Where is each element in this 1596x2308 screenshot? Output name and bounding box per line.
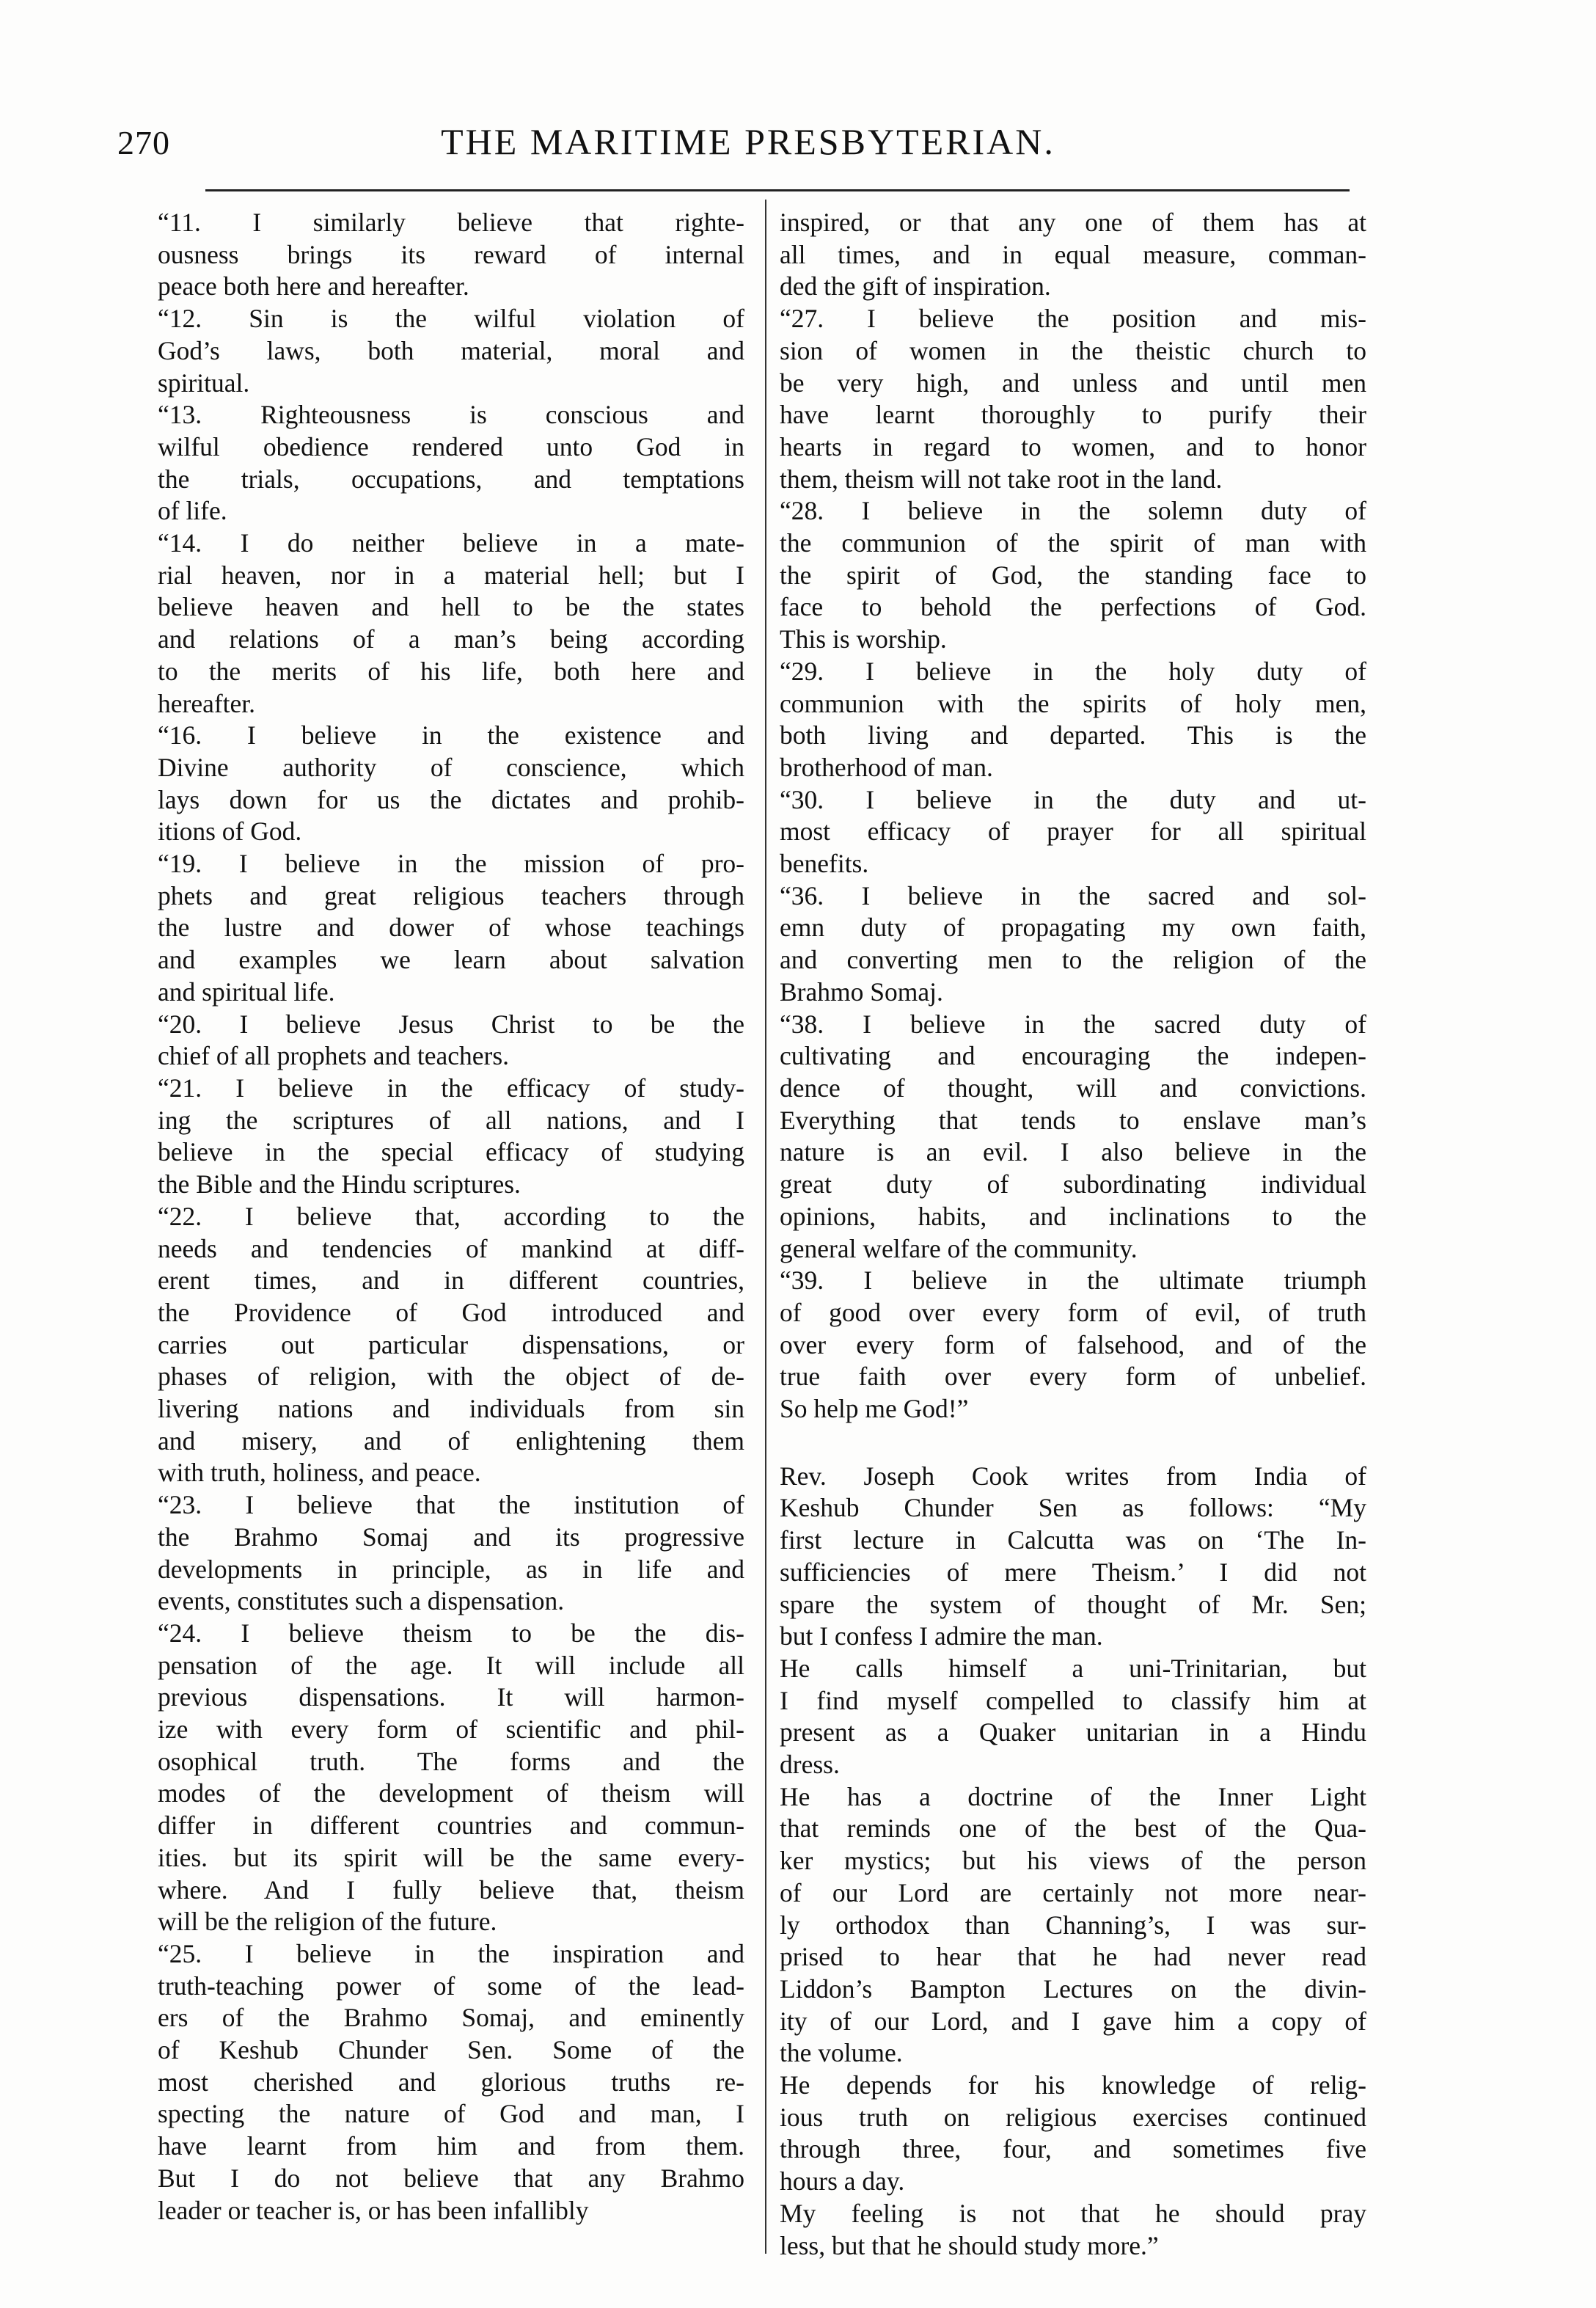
paragraph xyxy=(158,303,744,399)
text-line: first lecture in Calcutta was on ‘The In- xyxy=(780,1525,1366,1555)
paragraph xyxy=(780,880,1366,1009)
paragraph xyxy=(780,1461,1366,1653)
text-line: to the merits of his life, both here and xyxy=(158,656,744,686)
text-line: great duty of subordinating individual xyxy=(780,1169,1366,1199)
text-line: “30. I believe in the duty and ut- xyxy=(780,784,1366,814)
text-line: ly orthodox than Channing’s, I was sur- xyxy=(780,1910,1366,1940)
text-line: opinions, habits, and inclinations to the xyxy=(780,1201,1366,1231)
text-line: I find myself compelled to classify him at xyxy=(780,1685,1366,1715)
paragraph xyxy=(780,495,1366,656)
header-rule xyxy=(205,189,1350,191)
text-line: with truth, holiness, and peace. xyxy=(158,1458,481,1488)
text-line: benefits. xyxy=(780,849,869,879)
paragraph xyxy=(158,207,744,303)
text-line: communion with the spirits of holy men, xyxy=(780,688,1366,718)
paragraph xyxy=(780,784,1366,880)
paragraph xyxy=(780,1009,1366,1266)
text-line: and misery, and of enlightening them xyxy=(158,1425,744,1456)
text-line: face to behold the perfections of God. xyxy=(780,592,1366,622)
text-line: “12. Sin is the wilful violation of xyxy=(158,304,744,334)
text-line: the volume. xyxy=(780,2038,903,2068)
text-line: the Providence of God introduced and xyxy=(158,1297,744,1327)
right-column xyxy=(780,207,1366,2262)
text-line: emn duty of propagating my own faith, xyxy=(780,913,1366,943)
text-line: true faith over every form of unbelief. xyxy=(780,1362,1366,1392)
text-line: pensation of the age. It will include all xyxy=(158,1650,744,1680)
text-line: He has a doctrine of the Inner Light xyxy=(780,1781,1366,1811)
text-line: present as a Quaker unitarian in a Hindu xyxy=(780,1717,1366,1748)
journal-title: THE MARITIME PRESBYTERIAN. xyxy=(441,121,1055,162)
paragraph xyxy=(780,2070,1366,2198)
text-line: differ in different countries and commun- xyxy=(158,1811,744,1841)
text-line: the communion of the spirit of man with xyxy=(780,528,1366,558)
paragraph xyxy=(780,1653,1366,1781)
text-line: “13. Righteousness is conscious and xyxy=(158,400,744,430)
text-line: them, theism will not take root in the land. xyxy=(780,464,1223,494)
text-line: Divine authority of conscience, which xyxy=(158,752,744,782)
text-line: most cherished and glorious truths re- xyxy=(158,2067,744,2097)
text-line: truth-teaching power of some of the lead- xyxy=(158,1971,744,2001)
text-line: of Keshub Chunder Sen. Some of the xyxy=(158,2035,744,2065)
text-line: “24. I believe theism to be the dis- xyxy=(158,1618,744,1648)
text-line: So help me God!” xyxy=(780,1394,969,1424)
text-line: “19. I believe in the mission of pro- xyxy=(158,849,744,879)
text-line: ities. but its spirit will be the same every- xyxy=(158,1842,744,1872)
text-line: Keshub Chunder Sen as follows: “My xyxy=(780,1493,1366,1523)
paragraph xyxy=(158,1201,744,1489)
text-line: erent times, and in different countries, xyxy=(158,1266,744,1296)
text-line: events, constitutes such a dispensation. xyxy=(158,1586,565,1616)
text-line: Liddon’s Bampton Lectures on the divin- xyxy=(780,1973,1366,2004)
text-line: “36. I believe in the sacred and sol- xyxy=(780,880,1366,910)
text-line: will be the religion of the future. xyxy=(158,1907,497,1937)
text-line: ity of our Lord, and I gave him a copy of xyxy=(780,2006,1366,2036)
column-divider xyxy=(765,200,766,2254)
text-line: developments in principle, as in life and xyxy=(158,1554,744,1584)
text-line: spare the system of thought of Mr. Sen; xyxy=(780,1589,1366,1619)
text-line: nature is an evil. I also believe in the xyxy=(780,1137,1366,1167)
text-line: all times, and in equal measure, comman- xyxy=(780,239,1366,269)
text-line: modes of the development of theism will xyxy=(158,1778,744,1808)
paragraph xyxy=(158,527,744,720)
paragraph xyxy=(158,848,744,1009)
text-line: the lustre and dower of whose teachings xyxy=(158,913,744,943)
text-line: of our Lord are certainly not more near- xyxy=(780,1877,1366,1907)
text-line: that reminds one of the best of the Qua- xyxy=(780,1814,1366,1844)
text-line: of good over every form of evil, of truth xyxy=(780,1297,1366,1327)
text-line: and relations of a man’s being according xyxy=(158,624,744,654)
text-line: previous dispensations. It will harmon- xyxy=(158,1682,744,1712)
paragraph xyxy=(158,720,744,848)
text-line: livering nations and individuals from sin xyxy=(158,1394,744,1424)
text-line: ded the gift of inspiration. xyxy=(780,271,1051,302)
text-line: phets and great religious teachers through xyxy=(158,880,744,910)
text-line: itions of God. xyxy=(158,817,302,847)
text-line: Rev. Joseph Cook writes from India of xyxy=(780,1461,1366,1491)
text-line: He calls himself a uni-Trinitarian, but xyxy=(780,1653,1366,1683)
text-line: “25. I believe in the inspiration and xyxy=(158,1938,744,1968)
text-line: This is worship. xyxy=(780,624,947,654)
text-line: sufficiencies of mere Theism.’ I did not xyxy=(780,1557,1366,1587)
text-line: have learnt from him and from them. xyxy=(158,2131,744,2161)
text-line: “29. I believe in the holy duty of xyxy=(780,656,1366,686)
text-line: and examples we learn about salvation xyxy=(158,945,744,975)
text-line: ers of the Brahmo Somaj, and eminently xyxy=(158,2003,744,2033)
text-line: dence of thought, will and convictions. xyxy=(780,1073,1366,1103)
text-line: the spirit of God, the standing face to xyxy=(780,560,1366,590)
text-line: chief of all prophets and teachers. xyxy=(158,1041,510,1071)
section-gap xyxy=(780,1425,1366,1461)
text-line: believe heaven and hell to be the states xyxy=(158,592,744,622)
text-line: most efficacy of prayer for all spiritual xyxy=(780,817,1366,847)
paragraph xyxy=(780,1781,1366,2070)
text-line: needs and tendencies of mankind at diff- xyxy=(158,1233,744,1263)
text-line: “14. I do neither believe in a mate- xyxy=(158,528,744,558)
text-line: But I do not believe that any Brahmo xyxy=(158,2163,744,2193)
text-line: specting the nature of God and man, I xyxy=(158,2099,744,2129)
paragraph xyxy=(780,1265,1366,1425)
text-line: less, but that he should study more.” xyxy=(780,2230,1159,2260)
text-line: peace both here and hereafter. xyxy=(158,271,469,302)
text-line: prised to hear that he had never read xyxy=(780,1942,1366,1972)
text-line: dress. xyxy=(780,1750,840,1780)
text-line: the trials, occupations, and temptations xyxy=(158,464,744,494)
text-line: have learnt thoroughly to purify their xyxy=(780,400,1366,430)
paragraph xyxy=(780,207,1366,303)
text-line: spiritual. xyxy=(158,368,250,398)
page-header xyxy=(117,123,1379,182)
text-line: “27. I believe the position and mis- xyxy=(780,304,1366,334)
text-line: cultivating and encouraging the indepen- xyxy=(780,1041,1366,1071)
text-line: phases of religion, with the object of de- xyxy=(158,1362,744,1392)
text-line: where. And I fully believe that, theism xyxy=(158,1874,744,1905)
text-line: be very high, and unless and until men xyxy=(780,368,1366,398)
paragraph xyxy=(158,399,744,527)
text-line: osophical truth. The forms and the xyxy=(158,1746,744,1776)
paragraph xyxy=(158,1073,744,1201)
text-line: and converting men to the religion of the xyxy=(780,945,1366,975)
text-line: general welfare of the community. xyxy=(780,1233,1138,1263)
text-line: ousness brings its reward of internal xyxy=(158,239,744,269)
text-line: through three, four, and sometimes five xyxy=(780,2134,1366,2164)
text-line: ker mystics; but his views of the person xyxy=(780,1846,1366,1876)
text-line: carries out particular dispensations, or xyxy=(158,1329,744,1359)
left-column xyxy=(158,207,744,2227)
text-line: believe in the special efficacy of studying xyxy=(158,1137,744,1167)
text-line: hours a day. xyxy=(780,2166,905,2196)
text-line: He depends for his knowledge of relig- xyxy=(780,2070,1366,2100)
paragraph xyxy=(780,303,1366,495)
text-line: ing the scriptures of all nations, and I xyxy=(158,1105,744,1135)
text-line: Brahmo Somaj. xyxy=(780,976,943,1007)
text-line: wilful obedience rendered unto God in xyxy=(158,431,744,461)
text-line: “11. I similarly believe that righte- xyxy=(158,208,744,237)
text-line: rial heaven, nor in a material hell; but I xyxy=(158,560,744,590)
text-line: lays down for us the dictates and prohib- xyxy=(158,784,744,814)
text-line: both living and departed. This is the xyxy=(780,720,1366,751)
paragraph xyxy=(158,1938,744,2227)
text-line: over every form of falsehood, and of the xyxy=(780,1329,1366,1359)
text-line: God’s laws, both material, moral and xyxy=(158,335,744,365)
paragraph xyxy=(158,1489,744,1618)
text-line: but I confess I admire the man. xyxy=(780,1621,1103,1651)
text-line: Everything that tends to enslave man’s xyxy=(780,1105,1366,1135)
text-line: “28. I believe in the solemn duty of xyxy=(780,496,1366,526)
text-line: leader or teacher is, or has been infallibly xyxy=(158,2195,589,2225)
text-line: the Bible and the Hindu scriptures. xyxy=(158,1169,521,1199)
paragraph xyxy=(780,656,1366,784)
text-line: hereafter. xyxy=(158,688,256,718)
text-line: sion of women in the theistic church to xyxy=(780,335,1366,365)
text-line: hearts in regard to women, and to honor xyxy=(780,431,1366,461)
text-line: and spiritual life. xyxy=(158,976,335,1007)
text-line: ious truth on religious exercises continued xyxy=(780,2102,1366,2132)
text-line: of life. xyxy=(158,496,227,526)
text-line: “20. I believe Jesus Christ to be the xyxy=(158,1009,744,1039)
text-line: “22. I believe that, according to the xyxy=(158,1201,744,1231)
text-line: ize with every form of scientific and phil- xyxy=(158,1714,744,1745)
text-line: inspired, or that any one of them has at xyxy=(780,208,1366,237)
paragraph xyxy=(780,2198,1366,2262)
text-line: brotherhood of man. xyxy=(780,752,993,782)
text-line: the Brahmo Somaj and its progressive xyxy=(158,1522,744,1552)
text-line: “21. I believe in the efficacy of study- xyxy=(158,1073,744,1103)
paragraph xyxy=(158,1009,744,1073)
text-line: “39. I believe in the ultimate triumph xyxy=(780,1266,1366,1296)
text-line: My feeling is not that he should pray xyxy=(780,2198,1366,2228)
text-line: “23. I believe that the institution of xyxy=(158,1490,744,1520)
text-line: “16. I believe in the existence and xyxy=(158,720,744,751)
page-number: 270 xyxy=(117,124,170,161)
paragraph xyxy=(158,1618,744,1938)
text-line: “38. I believe in the sacred duty of xyxy=(780,1009,1366,1039)
